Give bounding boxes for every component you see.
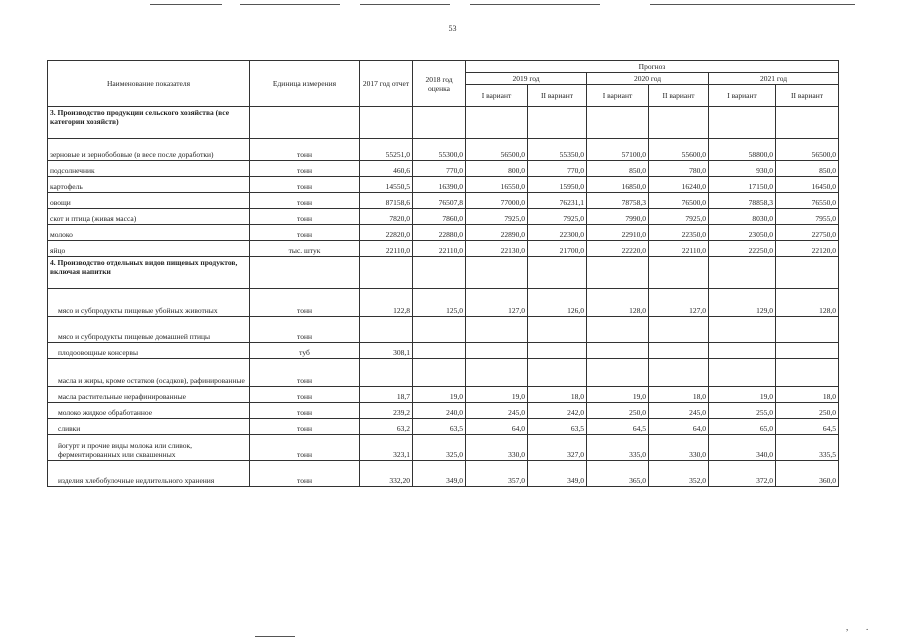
value-cell <box>413 107 466 139</box>
value-cell: 15950,0 <box>528 177 587 193</box>
header-variant: II вариант <box>649 85 709 107</box>
unit-cell <box>250 257 360 289</box>
indicator-name: сливки <box>48 419 250 435</box>
value-cell <box>466 257 528 289</box>
indicator-name: изделия хлебобулочные недлительного хранения <box>48 461 250 487</box>
unit-cell: тонн <box>250 225 360 241</box>
value-cell: 22250,0 <box>709 241 776 257</box>
value-cell: 18,0 <box>528 387 587 403</box>
header-year-2020: 2020 год <box>587 73 709 85</box>
value-cell: 7990,0 <box>587 209 649 225</box>
value-cell: 349,0 <box>528 461 587 487</box>
table-row <box>48 139 839 161</box>
header-indicator: Наименование показателя <box>48 61 250 107</box>
value-cell: 76507,8 <box>413 193 466 209</box>
value-cell: 335,5 <box>776 435 839 461</box>
unit-cell: тонн <box>250 139 360 161</box>
value-cell <box>360 317 413 343</box>
value-cell: 360,0 <box>776 461 839 487</box>
indicator-name: мясо и субпродукты пищевые домашней птицы <box>48 317 250 343</box>
value-cell: 55300,0 <box>413 139 466 161</box>
value-cell: 770,0 <box>413 161 466 177</box>
value-cell: 349,0 <box>413 461 466 487</box>
table-row <box>48 403 839 419</box>
header-2017-report: 2017 год отчет <box>360 61 413 107</box>
value-cell: 18,7 <box>360 387 413 403</box>
value-cell <box>466 343 528 359</box>
value-cell: 332,20 <box>360 461 413 487</box>
value-cell: 850,0 <box>776 161 839 177</box>
value-cell: 19,0 <box>413 387 466 403</box>
value-cell: 64,0 <box>649 419 709 435</box>
unit-cell <box>250 107 360 139</box>
unit-cell: тонн <box>250 317 360 343</box>
value-cell <box>360 107 413 139</box>
table-row <box>48 193 839 209</box>
value-cell: 122,8 <box>360 289 413 317</box>
value-cell: 340,0 <box>709 435 776 461</box>
value-cell <box>649 359 709 387</box>
scan-artifact-line <box>470 4 600 5</box>
value-cell: 77000,0 <box>466 193 528 209</box>
table-row <box>48 359 839 387</box>
value-cell: 800,0 <box>466 161 528 177</box>
value-cell: 64,0 <box>466 419 528 435</box>
value-cell: 63,5 <box>528 419 587 435</box>
value-cell: 21700,0 <box>528 241 587 257</box>
scan-artifact-line <box>360 4 450 5</box>
value-cell: 245,0 <box>649 403 709 419</box>
value-cell: 55350,0 <box>528 139 587 161</box>
value-cell: 19,0 <box>709 387 776 403</box>
value-cell <box>528 317 587 343</box>
value-cell: 55251,0 <box>360 139 413 161</box>
value-cell <box>587 317 649 343</box>
value-cell: 18,0 <box>649 387 709 403</box>
value-cell: 22300,0 <box>528 225 587 241</box>
value-cell <box>466 359 528 387</box>
value-cell: 239,2 <box>360 403 413 419</box>
forecast-table <box>47 60 839 487</box>
indicator-name: масла и жиры, кроме остатков (осадков), рафинированные <box>48 359 250 387</box>
value-cell: 56500,0 <box>466 139 528 161</box>
value-cell: 7820,0 <box>360 209 413 225</box>
value-cell: 129,0 <box>709 289 776 317</box>
table-row <box>48 225 839 241</box>
value-cell: 19,0 <box>466 387 528 403</box>
value-cell <box>776 107 839 139</box>
value-cell: 780,0 <box>649 161 709 177</box>
value-cell <box>413 257 466 289</box>
value-cell <box>360 359 413 387</box>
value-cell: 22820,0 <box>360 225 413 241</box>
value-cell: 22910,0 <box>587 225 649 241</box>
unit-cell: тонн <box>250 193 360 209</box>
value-cell: 76500,0 <box>649 193 709 209</box>
table-row <box>48 419 839 435</box>
unit-cell: тонн <box>250 289 360 317</box>
value-cell: 930,0 <box>709 161 776 177</box>
indicator-name: скот и птица (живая масса) <box>48 209 250 225</box>
value-cell: 7860,0 <box>413 209 466 225</box>
value-cell <box>776 359 839 387</box>
unit-cell: туб <box>250 343 360 359</box>
unit-cell: тонн <box>250 209 360 225</box>
value-cell <box>709 107 776 139</box>
value-cell: 250,0 <box>776 403 839 419</box>
value-cell <box>649 317 709 343</box>
value-cell: 7925,0 <box>528 209 587 225</box>
value-cell: 770,0 <box>528 161 587 177</box>
value-cell: 87158,6 <box>360 193 413 209</box>
value-cell: 365,0 <box>587 461 649 487</box>
header-year-2019: 2019 год <box>466 73 587 85</box>
scan-mark: , <box>846 622 849 632</box>
section-title: 3. Производство продукции сельского хозяйства (все категории хозяйств) <box>48 107 250 139</box>
unit-cell: тонн <box>250 177 360 193</box>
value-cell <box>709 359 776 387</box>
value-cell: 16450,0 <box>776 177 839 193</box>
value-cell <box>649 257 709 289</box>
value-cell <box>360 257 413 289</box>
value-cell: 7925,0 <box>466 209 528 225</box>
value-cell: 76231,1 <box>528 193 587 209</box>
scan-artifact-line <box>255 636 295 637</box>
value-cell: 127,0 <box>649 289 709 317</box>
value-cell <box>466 317 528 343</box>
unit-cell: тонн <box>250 161 360 177</box>
value-cell: 64,5 <box>587 419 649 435</box>
value-cell: 16850,0 <box>587 177 649 193</box>
value-cell <box>776 257 839 289</box>
value-cell: 327,0 <box>528 435 587 461</box>
value-cell: 357,0 <box>466 461 528 487</box>
value-cell <box>587 359 649 387</box>
table-row <box>48 387 839 403</box>
unit-cell: тонн <box>250 419 360 435</box>
value-cell <box>587 343 649 359</box>
value-cell <box>413 317 466 343</box>
value-cell <box>587 107 649 139</box>
header-year-2021: 2021 год <box>709 73 839 85</box>
value-cell: 22880,0 <box>413 225 466 241</box>
value-cell: 78858,3 <box>709 193 776 209</box>
header-variant: II вариант <box>776 85 839 107</box>
value-cell <box>649 343 709 359</box>
section-title: 4. Производство отдельных видов пищевых продуктов, включая напитки <box>48 257 250 289</box>
scan-mark: . <box>866 622 869 632</box>
table-row <box>48 317 839 343</box>
value-cell: 125,0 <box>413 289 466 317</box>
table-row <box>48 209 839 225</box>
table-row <box>48 343 839 359</box>
scan-artifact-line <box>150 4 222 5</box>
value-cell <box>709 343 776 359</box>
value-cell <box>413 359 466 387</box>
unit-cell: тонн <box>250 403 360 419</box>
value-cell: 22130,0 <box>466 241 528 257</box>
indicator-name: зерновые и зернобобовые (в весе после доработки) <box>48 139 250 161</box>
value-cell: 14550,5 <box>360 177 413 193</box>
value-cell: 250,0 <box>587 403 649 419</box>
value-cell <box>528 343 587 359</box>
value-cell <box>776 343 839 359</box>
value-cell: 330,0 <box>466 435 528 461</box>
scan-artifact-line <box>650 4 855 5</box>
indicator-name: масла растительные нерафинированные <box>48 387 250 403</box>
value-cell: 22350,0 <box>649 225 709 241</box>
value-cell <box>466 107 528 139</box>
value-cell <box>649 107 709 139</box>
value-cell: 57100,0 <box>587 139 649 161</box>
value-cell: 17150,0 <box>709 177 776 193</box>
value-cell: 16240,0 <box>649 177 709 193</box>
value-cell: 56500,0 <box>776 139 839 161</box>
indicator-name: молоко жидкое обработанное <box>48 403 250 419</box>
indicator-name: овощи <box>48 193 250 209</box>
value-cell <box>528 359 587 387</box>
value-cell: 126,0 <box>528 289 587 317</box>
indicator-name: яйцо <box>48 241 250 257</box>
value-cell: 245,0 <box>466 403 528 419</box>
indicator-name: подсолнечник <box>48 161 250 177</box>
header-variant: II вариант <box>528 85 587 107</box>
indicator-name: молоко <box>48 225 250 241</box>
header-variant: I вариант <box>709 85 776 107</box>
indicator-name: йогурт и прочие виды молока или сливок, ферментированных или сквашенных <box>48 435 250 461</box>
value-cell: 308,1 <box>360 343 413 359</box>
value-cell: 78758,3 <box>587 193 649 209</box>
value-cell: 127,0 <box>466 289 528 317</box>
value-cell: 19,0 <box>587 387 649 403</box>
header-unit: Единица измерения <box>250 61 360 107</box>
value-cell: 22120,0 <box>776 241 839 257</box>
value-cell: 65,0 <box>709 419 776 435</box>
value-cell: 255,0 <box>709 403 776 419</box>
value-cell <box>528 107 587 139</box>
value-cell: 850,0 <box>587 161 649 177</box>
value-cell: 76550,0 <box>776 193 839 209</box>
indicator-name: мясо и субпродукты пищевые убойных животных <box>48 289 250 317</box>
page-number: 53 <box>448 24 457 33</box>
unit-cell: тонн <box>250 435 360 461</box>
value-cell: 242,0 <box>528 403 587 419</box>
table-row <box>48 289 839 317</box>
value-cell: 128,0 <box>776 289 839 317</box>
value-cell <box>413 343 466 359</box>
value-cell: 372,0 <box>709 461 776 487</box>
value-cell: 128,0 <box>587 289 649 317</box>
header-variant: I вариант <box>466 85 528 107</box>
value-cell <box>587 257 649 289</box>
table-row <box>48 435 839 461</box>
indicator-name: плодоовощные консервы <box>48 343 250 359</box>
value-cell: 23050,0 <box>709 225 776 241</box>
value-cell: 240,0 <box>413 403 466 419</box>
value-cell: 63,5 <box>413 419 466 435</box>
section-row <box>48 257 839 289</box>
value-cell: 335,0 <box>587 435 649 461</box>
value-cell: 16550,0 <box>466 177 528 193</box>
value-cell: 22110,0 <box>360 241 413 257</box>
value-cell: 22110,0 <box>649 241 709 257</box>
value-cell: 22220,0 <box>587 241 649 257</box>
value-cell: 330,0 <box>649 435 709 461</box>
scan-artifact-line <box>240 4 340 5</box>
indicator-name: картофель <box>48 177 250 193</box>
value-cell: 460,6 <box>360 161 413 177</box>
value-cell: 58800,0 <box>709 139 776 161</box>
value-cell: 64,5 <box>776 419 839 435</box>
value-cell: 22890,0 <box>466 225 528 241</box>
unit-cell: тонн <box>250 461 360 487</box>
value-cell: 22750,0 <box>776 225 839 241</box>
value-cell: 18,0 <box>776 387 839 403</box>
value-cell: 325,0 <box>413 435 466 461</box>
value-cell: 7925,0 <box>649 209 709 225</box>
value-cell <box>776 317 839 343</box>
unit-cell: тыс. штук <box>250 241 360 257</box>
value-cell: 22110,0 <box>413 241 466 257</box>
value-cell: 7955,0 <box>776 209 839 225</box>
value-cell: 16390,0 <box>413 177 466 193</box>
table-row <box>48 461 839 487</box>
section-row <box>48 107 839 139</box>
header-forecast: Прогноз <box>466 61 839 73</box>
table-row <box>48 177 839 193</box>
value-cell: 63,2 <box>360 419 413 435</box>
value-cell: 352,0 <box>649 461 709 487</box>
value-cell <box>709 257 776 289</box>
header-2018-estimate: 2018 год оценка <box>413 61 466 107</box>
table-row <box>48 161 839 177</box>
value-cell: 323,1 <box>360 435 413 461</box>
unit-cell: тонн <box>250 359 360 387</box>
value-cell: 55600,0 <box>649 139 709 161</box>
header-variant: I вариант <box>587 85 649 107</box>
value-cell <box>528 257 587 289</box>
unit-cell: тонн <box>250 387 360 403</box>
value-cell <box>709 317 776 343</box>
value-cell: 8030,0 <box>709 209 776 225</box>
table-row <box>48 241 839 257</box>
